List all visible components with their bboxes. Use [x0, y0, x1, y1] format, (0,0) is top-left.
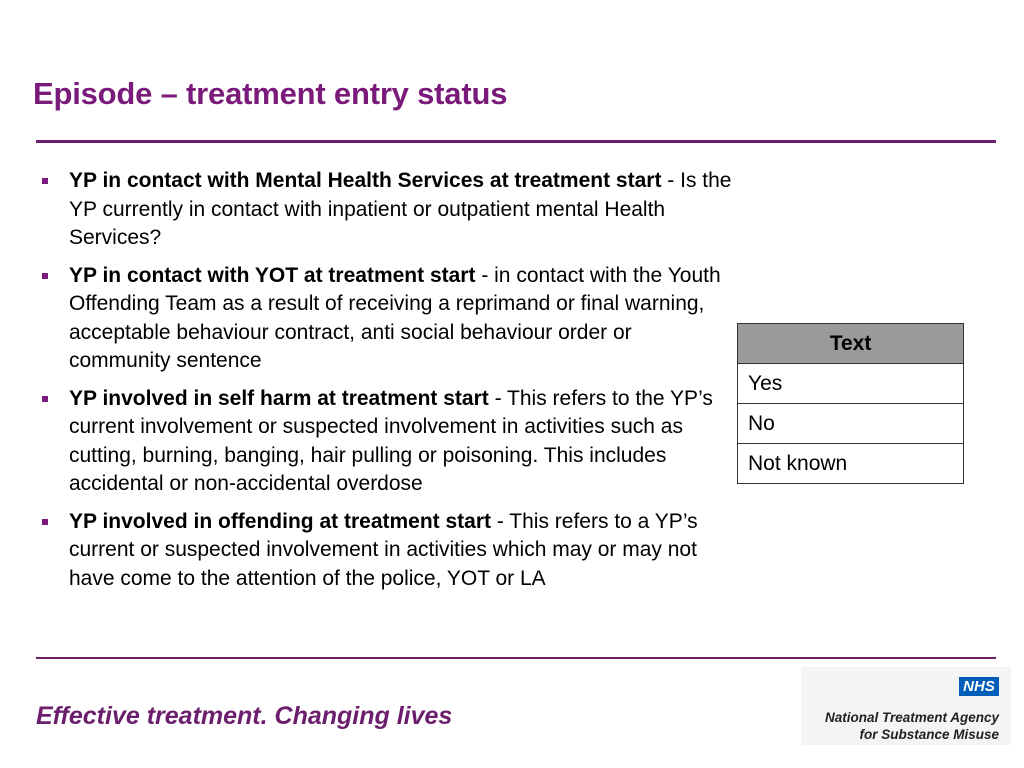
table-row: [738, 444, 964, 484]
square-bullet-icon: [42, 396, 48, 402]
table-cell: No: [738, 404, 964, 444]
bullet-text: [69, 385, 738, 499]
bullet-text: [69, 508, 738, 594]
list-item: [38, 262, 738, 376]
table-cell: Not known: [738, 444, 964, 484]
org-name-line-1: National Treatment Agency: [824, 710, 999, 725]
nhs-logo-icon: NHS: [959, 677, 999, 696]
values-table: [737, 323, 964, 484]
table-header-cell: Text: [738, 324, 964, 364]
square-bullet-icon: [42, 178, 48, 184]
nhs-logo-block: [801, 667, 1011, 745]
square-bullet-icon: [42, 519, 48, 525]
bullet-heading: YP involved in self harm at treatment start: [69, 386, 489, 410]
table-cell: Yes: [738, 364, 964, 404]
footer-tagline: Effective treatment. Changing lives: [36, 702, 453, 730]
list-item: [38, 508, 738, 594]
bullet-body: - Is the YP currently in contact with inpatient or outpatient mental Health Services?: [69, 169, 732, 249]
table-row: [738, 404, 964, 444]
bullet-body: - This refers to the YP’s current involvement or suspected involvement in activities such as cutting, burning, banging, hair pulling or poisoning. This includes accidental or non-accidental overdose: [69, 386, 713, 495]
bullet-body: - in contact with the Youth Offending Team as a result of receiving a reprimand or final warning, acceptable behaviour contract, anti social behaviour order or community sentence: [69, 263, 721, 372]
bullet-text: [69, 262, 738, 376]
bullet-heading: YP in contact with YOT at treatment start: [69, 263, 476, 287]
bullet-list: [38, 167, 738, 602]
table-header-row: [738, 324, 964, 364]
bullet-text: [69, 167, 738, 253]
list-item: [38, 167, 738, 253]
footer-divider: [36, 657, 996, 659]
org-name-line-2: for Substance Misuse: [859, 727, 999, 742]
bullet-body: - This refers to a YP’s current or suspected involvement in activities which may or may not have come to the attention of the police, YOT or LA: [69, 509, 698, 590]
list-item: [38, 385, 738, 499]
bullet-heading: YP involved in offending at treatment start: [69, 509, 492, 533]
table-row: [738, 364, 964, 404]
square-bullet-icon: [42, 273, 48, 279]
slide-title: Episode – treatment entry status: [33, 76, 508, 111]
bullet-heading: YP in contact with Mental Health Services at treatment start: [69, 169, 662, 192]
title-divider: [36, 140, 996, 143]
